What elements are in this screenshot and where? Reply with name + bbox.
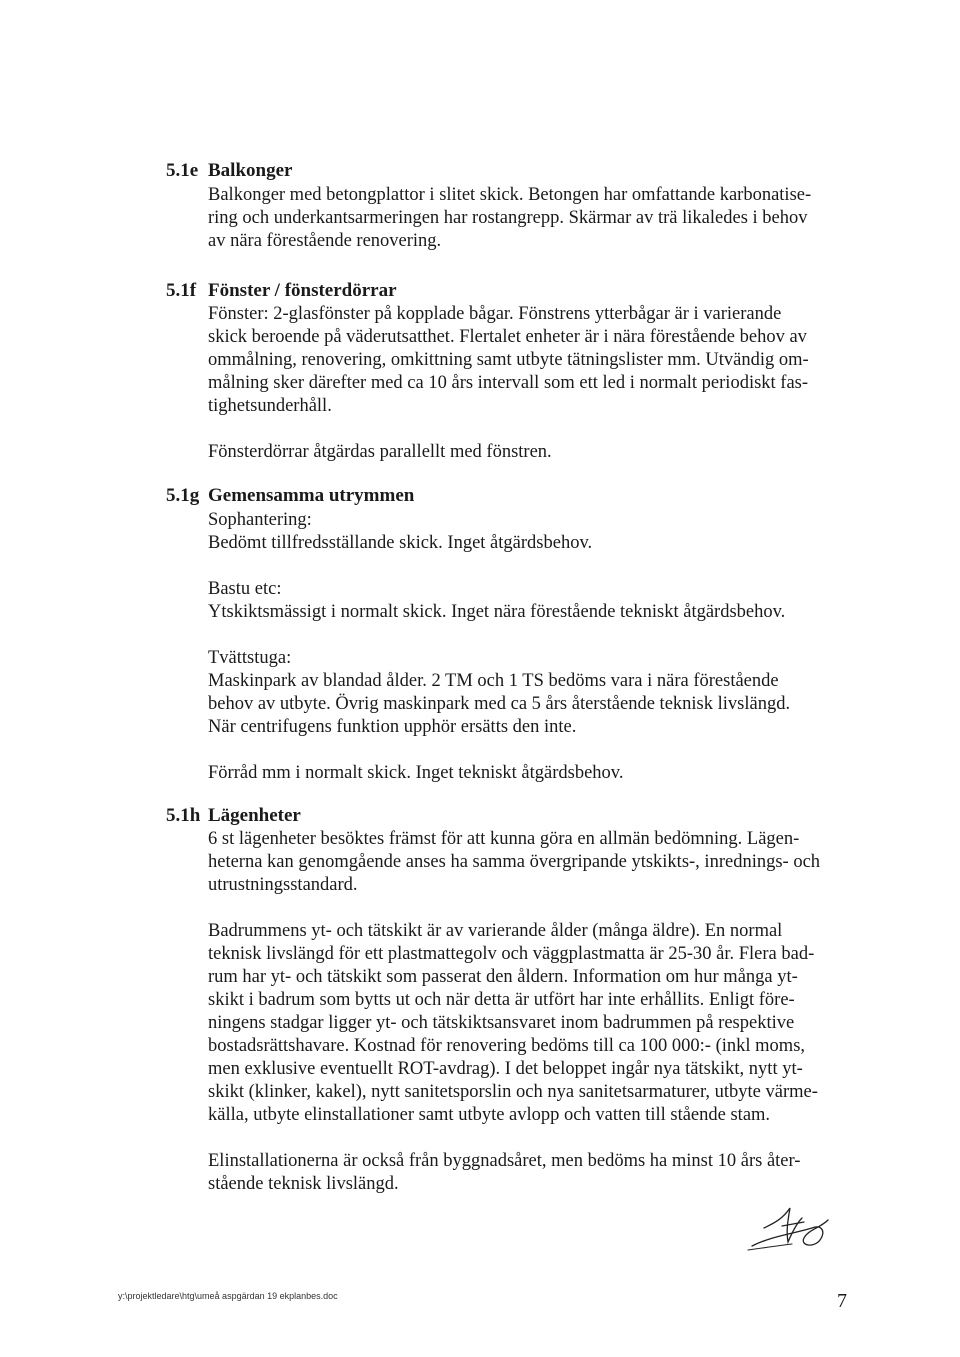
section-heading: Fönster / fönsterdörrar — [208, 280, 397, 301]
body-line: heterna kan genomgående anses ha samma övergripande ytskikts-, inrednings- och — [208, 852, 821, 872]
section-body — [208, 509, 848, 785]
body-line: Bedömt tillfredsställande skick. Inget åtgärdsbehov. — [208, 533, 593, 553]
section-body — [208, 828, 848, 1196]
body-line: skikt i badrum som bytts ut och när detta är utfört har inte erhållits. Enligt före- — [208, 990, 795, 1010]
body-line: stående teknisk livslängd. — [208, 1174, 399, 1194]
body-line: Badrummens yt- och tätskikt är av varierande ålder (många äldre). En normal — [208, 921, 783, 941]
body-line: utrustningsstandard. — [208, 875, 358, 895]
body-line: Maskinpark av blandad ålder. 2 TM och 1 TS bedöms vara i nära förestående — [208, 671, 779, 691]
section-number: 5.1f — [166, 280, 197, 301]
body-line: När centrifugens funktion upphör ersätts den inte. — [208, 717, 577, 737]
body-line: Balkonger med betongplattor i slitet skick. Betongen har omfattande karbonatise- — [208, 185, 812, 205]
body-line: källa, utbyte elinstallationer samt utbyte avlopp och vatten till stående stam. — [208, 1105, 771, 1125]
body-line: Tvättstuga: — [208, 648, 292, 668]
section-body — [208, 184, 848, 253]
section-heading: Balkonger — [208, 160, 293, 181]
body-line: Elinstallationerna är också från byggnadsåret, men bedöms ha minst 10 års åter- — [208, 1151, 801, 1171]
body-line: Ytskiktsmässigt i normalt skick. Inget nära förestående tekniskt åtgärdsbehov. — [208, 602, 786, 622]
body-line: rum har yt- och tätskikt som passerat den åldern. Information om hur många yt- — [208, 967, 798, 987]
body-line: ningens stadgar ligger yt- och tätskiktsansvaret inom badrummen på respektive — [208, 1013, 795, 1033]
body-line: målning sker därefter med ca 10 års intervall som ett led i normalt periodiskt fas- — [208, 373, 809, 393]
body-line: ommålning, renovering, omkittning samt utbyte tätningslister mm. Utvändig om- — [208, 350, 809, 370]
body-line: tighetsunderhåll. — [208, 396, 332, 416]
body-line: av nära förestående renovering. — [208, 231, 442, 251]
page-number: 7 — [837, 1290, 847, 1312]
body-line: skick beroende på väderutsatthet. Flertalet enheter är i nära förestående behov av — [208, 327, 807, 347]
section-number: 5.1g — [166, 485, 200, 506]
body-line: men exklusive eventuellt ROT-avdrag). I det beloppet ingår nya tätskikt, nytt yt- — [208, 1059, 803, 1079]
body-line: skikt (klinker, kakel), nytt sanitetsporslin och nya sanitetsarmaturer, utbyte värme- — [208, 1082, 818, 1102]
section-number: 5.1h — [166, 805, 201, 826]
footer-file-path: y:\projektledare\htg\umeå aspgärdan 19 ekplanbes.doc — [118, 1291, 338, 1301]
section-body — [208, 303, 848, 464]
body-line: Sophantering: — [208, 510, 312, 530]
body-line: ring och underkantsarmeringen har rostangrepp. Skärmar av trä likaledes i behov — [208, 208, 808, 228]
body-line: Bastu etc: — [208, 579, 282, 599]
body-line: Fönster: 2-glasfönster på kopplade bågar. Fönstrens ytterbågar är i varierande — [208, 304, 782, 324]
section-number: 5.1e — [166, 160, 199, 181]
body-line: Fönsterdörrar åtgärdas parallellt med fönstren. — [208, 442, 552, 462]
body-line: bostadsrättshavare. Kostnad för renovering bedöms till ca 100 000:- (inkl moms, — [208, 1036, 806, 1056]
body-line: 6 st lägenheter besöktes främst för att kunna göra en allmän bedömning. Lägen- — [208, 829, 800, 849]
body-line: behov av utbyte. Övrig maskinpark med ca 5 års återstående teknisk livslängd. — [208, 694, 791, 714]
signature-mark — [742, 1198, 838, 1258]
section-heading: Lägenheter — [208, 805, 301, 826]
section-heading: Gemensamma utrymmen — [208, 485, 415, 506]
body-line: teknisk livslängd för ett plastmattegolv och väggplastmatta är 25-30 år. Flera bad- — [208, 944, 815, 964]
body-line: Förråd mm i normalt skick. Inget tekniskt åtgärdsbehov. — [208, 763, 624, 783]
